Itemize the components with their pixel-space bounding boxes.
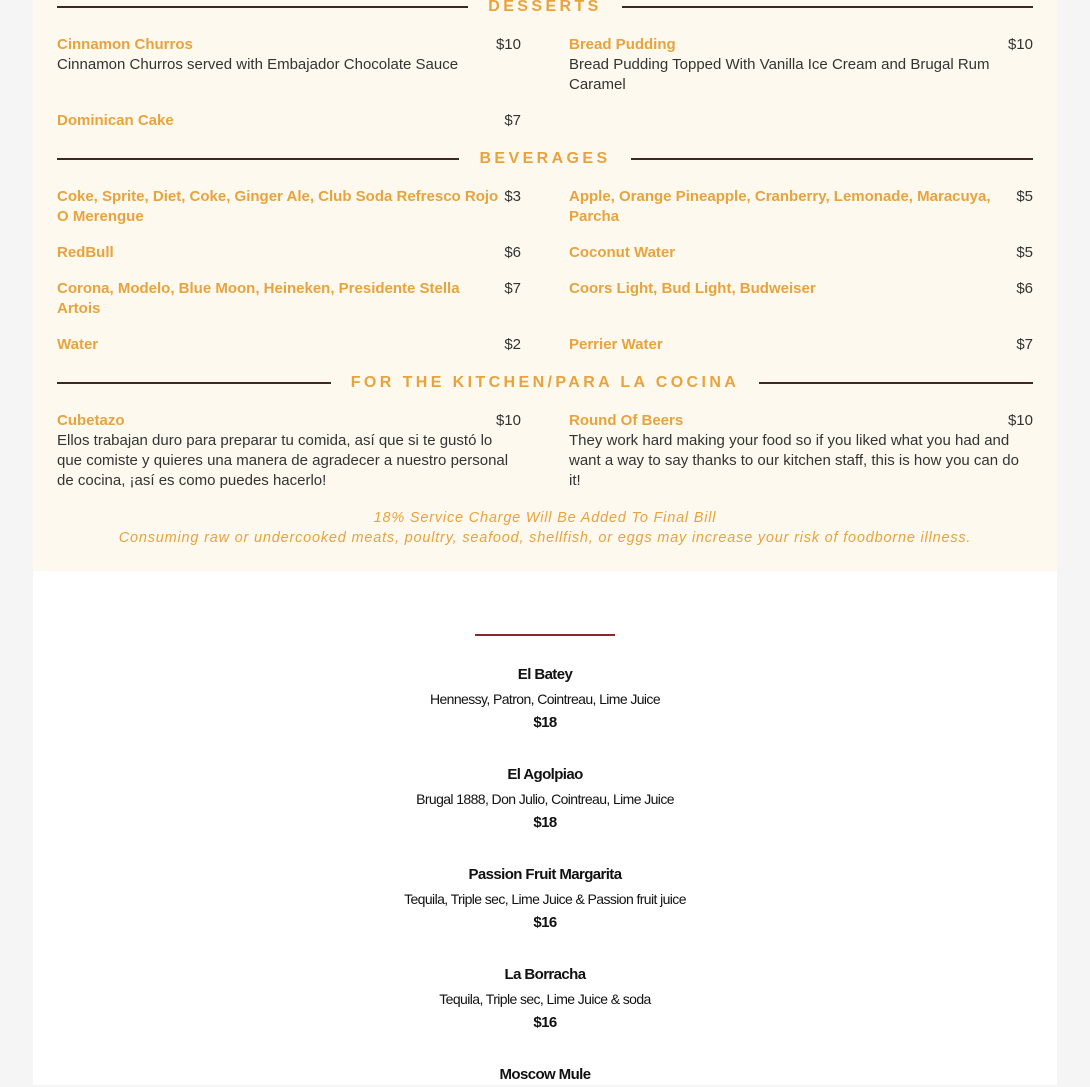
menu-item (569, 411, 1033, 491)
item-price: $3 (504, 188, 521, 205)
menu-item (569, 243, 1033, 263)
cocktail-divider (475, 634, 615, 636)
menu-item (57, 35, 521, 75)
item-price: $10 (495, 412, 521, 429)
item-description: Cinnamon Churros served with Embajador Chocolate Sauce (57, 56, 459, 73)
cocktail-panel (33, 571, 1057, 1085)
section-title: FOR THE KITCHEN/PARA LA COCINA (350, 374, 740, 391)
beverages-section-header (57, 149, 1033, 169)
item-price: $2 (504, 336, 521, 353)
item-price: $10 (1007, 412, 1033, 429)
menu-item (569, 35, 1033, 95)
item-name: Apple, Orange Pineapple, Cranberry, Lemonade, Maracuya, Parcha (569, 188, 991, 225)
item-price: $6 (1016, 280, 1033, 297)
item-price: $5 (1016, 244, 1033, 261)
item-name: Coors Light, Bud Light, Budweiser (569, 280, 816, 297)
cocktail-price: $16 (533, 914, 557, 931)
item-price: $10 (1007, 36, 1033, 53)
item-price: $10 (495, 36, 521, 53)
menu-item (57, 411, 521, 491)
cocktail-item (33, 1063, 1057, 1087)
item-name: Corona, Modelo, Blue Moon, Heineken, Presidente Stella Artois (57, 280, 460, 317)
cocktail-item (33, 863, 1057, 935)
item-name: Perrier Water (569, 336, 663, 353)
item-price: $7 (1016, 336, 1033, 353)
kitchen-section-header (57, 373, 1033, 393)
item-name: Cinnamon Churros (57, 36, 193, 53)
menu-item (569, 279, 1033, 299)
item-name: Cubetazo (57, 412, 125, 429)
item-name: Coke, Sprite, Diet, Coke, Ginger Ale, Club Soda Refresco Rojo O Merengue (57, 188, 499, 225)
item-name: RedBull (57, 244, 114, 261)
menu-item (57, 279, 521, 319)
cocktail-ingredients: Tequila, Triple sec, Lime Juice & soda (439, 991, 651, 1007)
item-name: Bread Pudding (569, 36, 676, 53)
cocktail-ingredients: Hennessy, Patron, Cointreau, Lime Juice (429, 691, 661, 707)
section-title: DESSERTS (488, 0, 602, 15)
cocktail-item (33, 663, 1057, 735)
cocktail-item (33, 763, 1057, 835)
cocktail-name: Passion Fruit Margarita (468, 866, 622, 883)
service-charge-note: 18% Service Charge Will Be Added To Final Bill (373, 510, 717, 526)
menu-item (57, 243, 521, 263)
consumer-warning-note: Consuming raw or undercooked meats, poultry, seafood, shellfish, or eggs may increase your risk of foodborne illness. (118, 530, 972, 546)
section-rule-right (631, 158, 1033, 160)
item-description: They work hard making your food so if you liked what you had and want a way to say thanks to our kitchen staff, this is how you can do it! (569, 432, 1019, 489)
item-price: $6 (504, 244, 521, 261)
cocktail-name: El Agolpiao (507, 766, 583, 783)
cocktail-name: La Borracha (504, 966, 586, 983)
cocktail-price: $18 (533, 714, 557, 731)
cocktail-name: El Batey (517, 666, 573, 683)
section-rule-left (57, 158, 459, 160)
cocktail-item (33, 963, 1057, 1035)
section-title: BEVERAGES (479, 150, 611, 167)
item-name: Coconut Water (569, 244, 676, 261)
cocktail-ingredients: Brugal 1888, Don Julio, Cointreau, Lime Juice (416, 791, 674, 807)
item-price: $5 (1016, 188, 1033, 205)
desserts-section-header (57, 0, 1033, 17)
section-rule-right (759, 382, 1033, 384)
menu-item (57, 187, 521, 227)
item-description: Ellos trabajan duro para preparar tu comida, así que si te gustó lo que comiste y quieres una manera de agradecer a nuestro personal de cocina, ¡así es como puedes hacerlo! (57, 432, 509, 489)
cocktail-price: $16 (533, 1014, 557, 1031)
item-name: Dominican Cake (57, 112, 174, 129)
item-name: Round Of Beers (569, 412, 684, 429)
menu-item (57, 335, 521, 355)
item-price: $7 (504, 112, 521, 129)
cocktail-ingredients: Tequila, Triple sec, Lime Juice & Passion fruit juice (404, 891, 686, 907)
section-rule-right (622, 6, 1033, 8)
cocktail-name: Moscow Mule (499, 1066, 591, 1083)
menu-item (569, 335, 1033, 355)
section-rule-left (57, 382, 331, 384)
menu-item (57, 111, 521, 131)
menu-item (569, 187, 1033, 227)
item-price: $7 (504, 280, 521, 297)
menu-panel (33, 0, 1057, 571)
section-rule-left (57, 6, 468, 8)
item-description: Bread Pudding Topped With Vanilla Ice Cream and Brugal Rum Caramel (569, 56, 990, 93)
menu-notes (33, 508, 1057, 548)
cocktail-price: $18 (533, 814, 557, 831)
item-name: Water (57, 336, 99, 353)
